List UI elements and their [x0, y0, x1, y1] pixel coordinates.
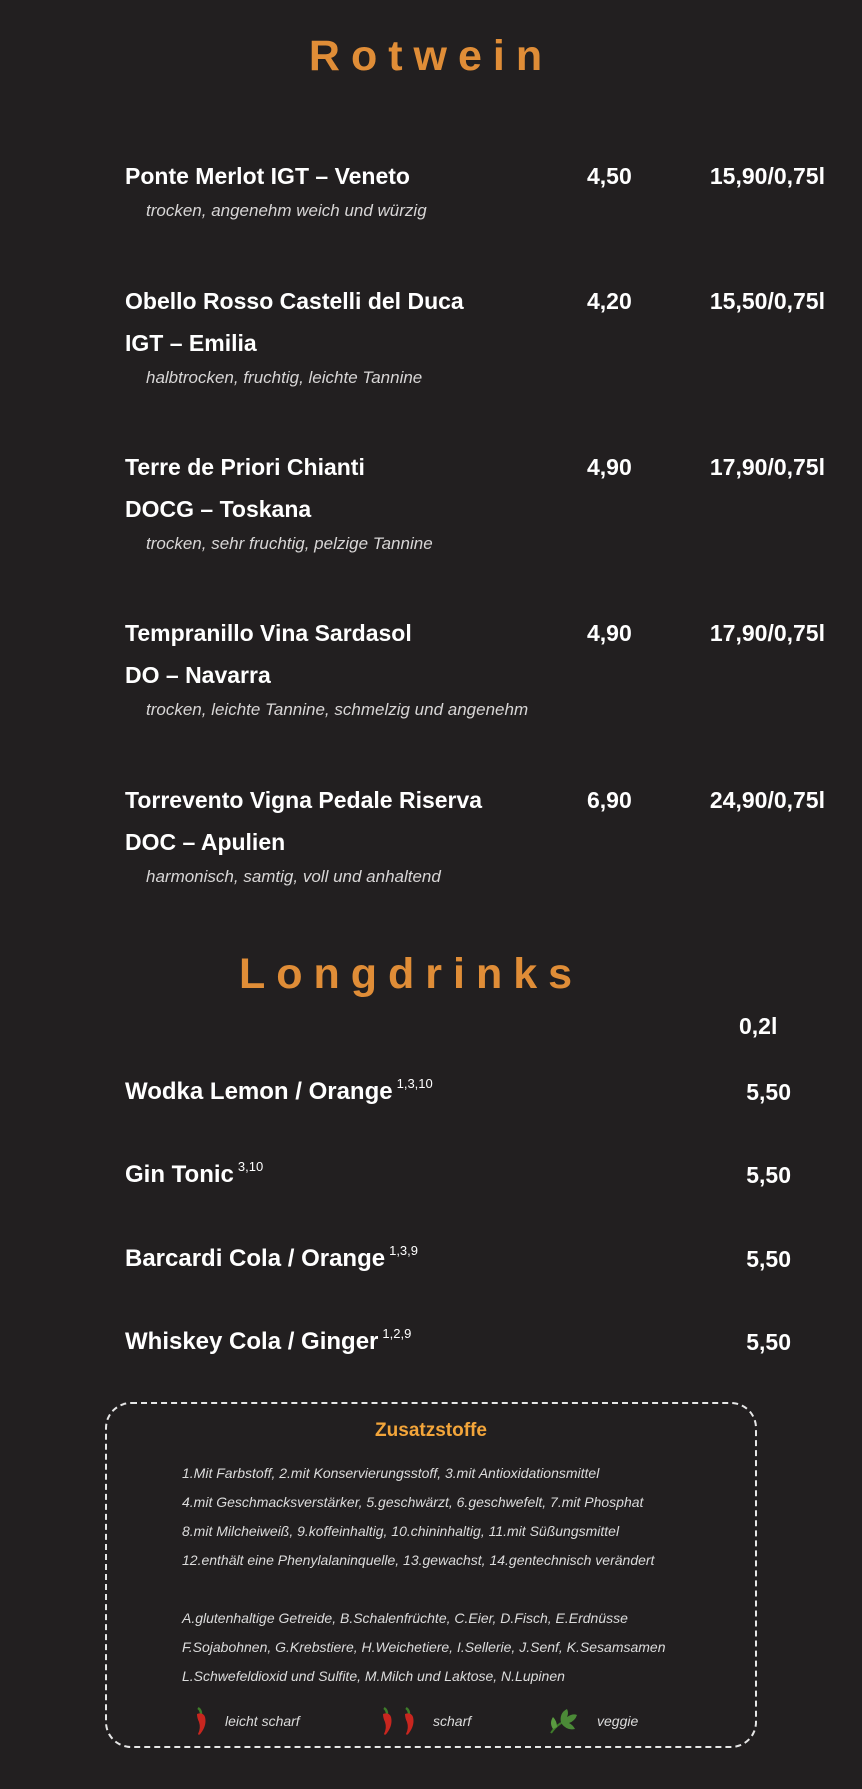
drink-item [125, 1239, 791, 1279]
chili-pepper-icon [189, 1705, 211, 1737]
drink-name: Whiskey Cola / Ginger [125, 1328, 379, 1355]
wine-description: trocken, angenehm weich und würzig [146, 201, 427, 220]
allergen-line: A.glutenhaltige Getreide, B.Schalenfrüchte, C.Eier, D.Fisch, E.Erdnüsse [182, 1610, 628, 1626]
additive-line: 12.enthält eine Phenylalaninquelle, 13.gewachst, 14.gentechnisch verändert [182, 1552, 655, 1568]
wine-glass-price: 4,90 [587, 620, 632, 646]
wine-name: Ponte Merlot IGT – Veneto [125, 163, 410, 189]
legend-label: veggie [597, 1713, 639, 1729]
drink-name: Wodka Lemon / Orange [125, 1078, 393, 1105]
wine-description: halbtrocken, fruchtig, leichte Tannine [146, 368, 423, 387]
additives-list [182, 1459, 742, 1691]
legend-label: leicht scharf [225, 1713, 300, 1729]
additive-line: 4.mit Geschmacksverstärker, 5.geschwärzt, 6.geschwefelt, 7.mit Phosphat [182, 1494, 644, 1510]
drink-price: 5,50 [746, 1162, 791, 1188]
legend-item-veggie [547, 1704, 638, 1738]
drink-price: 5,50 [746, 1329, 791, 1355]
size-header: 0,2l [739, 1013, 778, 1039]
additive-note: 1,3,10 [396, 1076, 433, 1091]
wine-item [125, 280, 825, 390]
wine-name: Torrevento Vigna Pedale Riserva DOC – Apulien [125, 787, 483, 855]
allergen-line: F.Sojabohnen, G.Krebstiere, H.Weichetiere, I.Sellerie, J.Senf, K.Sesamsamen [182, 1639, 666, 1655]
wine-description: trocken, leichte Tannine, schmelzig und angenehm [146, 700, 529, 719]
legend-item-mild [189, 1704, 300, 1738]
legend-item-hot [375, 1704, 471, 1738]
wine-bottle-price: 15,90/0,75l [709, 163, 825, 189]
additive-line: 1.Mit Farbstoff, 2.mit Konservierungsstoff, 3.mit Antioxidationsmittel [182, 1465, 600, 1481]
wine-description: trocken, sehr fruchtig, pelzige Tannine [146, 534, 433, 553]
section-title-longdrinks: Longdrinks [238, 950, 584, 998]
drink-price: 5,50 [746, 1079, 791, 1105]
wine-item [125, 779, 825, 889]
wine-bottle-price: 17,90/0,75l [709, 454, 825, 480]
wine-item [125, 155, 825, 223]
wine-name: Obello Rosso Castelli del Duca IGT – Emilia [125, 288, 464, 356]
drink-item [125, 1155, 791, 1195]
leaf-icon [547, 1705, 579, 1737]
drink-item [125, 1072, 791, 1112]
wine-name: Tempranillo Vina Sardasol DO – Navarra [125, 620, 412, 688]
additive-note: 1,3,9 [389, 1243, 419, 1258]
section-title-rotwein: Rotwein [308, 32, 554, 80]
drink-name: Gin Tonic [125, 1161, 234, 1188]
additives-box [105, 1402, 757, 1748]
wine-item [125, 612, 825, 722]
wine-bottle-price: 15,50/0,75l [709, 288, 825, 314]
drink-item [125, 1322, 791, 1362]
chili-pepper-icon [375, 1705, 397, 1737]
wine-glass-price: 6,90 [587, 787, 632, 813]
chili-pepper-icon [397, 1705, 419, 1737]
wine-bottle-price: 17,90/0,75l [709, 620, 825, 646]
legend-label: scharf [433, 1713, 472, 1729]
wine-glass-price: 4,90 [587, 454, 632, 480]
additive-note: 1,2,9 [382, 1326, 412, 1341]
additive-line: 8.mit Milcheiweiß, 9.koffeinhaltig, 10.chininhaltig, 11.mit Süßungsmittel [182, 1523, 620, 1539]
additive-note: 3,10 [237, 1159, 264, 1174]
drink-price: 5,50 [746, 1246, 791, 1272]
wine-item [125, 446, 825, 556]
wine-name: Terre de Priori Chianti DOCG – Toskana [125, 454, 365, 522]
additives-title: Zusatzstoffe [375, 1420, 487, 1441]
allergen-line: L.Schwefeldioxid und Sulfite, M.Milch und Laktose, N.Lupinen [182, 1668, 565, 1684]
drink-name: Barcardi Cola / Orange [125, 1245, 386, 1272]
legend [107, 1704, 755, 1738]
wine-description: harmonisch, samtig, voll und anhaltend [146, 867, 441, 886]
wine-glass-price: 4,20 [587, 288, 632, 314]
wine-glass-price: 4,50 [587, 163, 632, 189]
wine-bottle-price: 24,90/0,75l [709, 787, 825, 813]
